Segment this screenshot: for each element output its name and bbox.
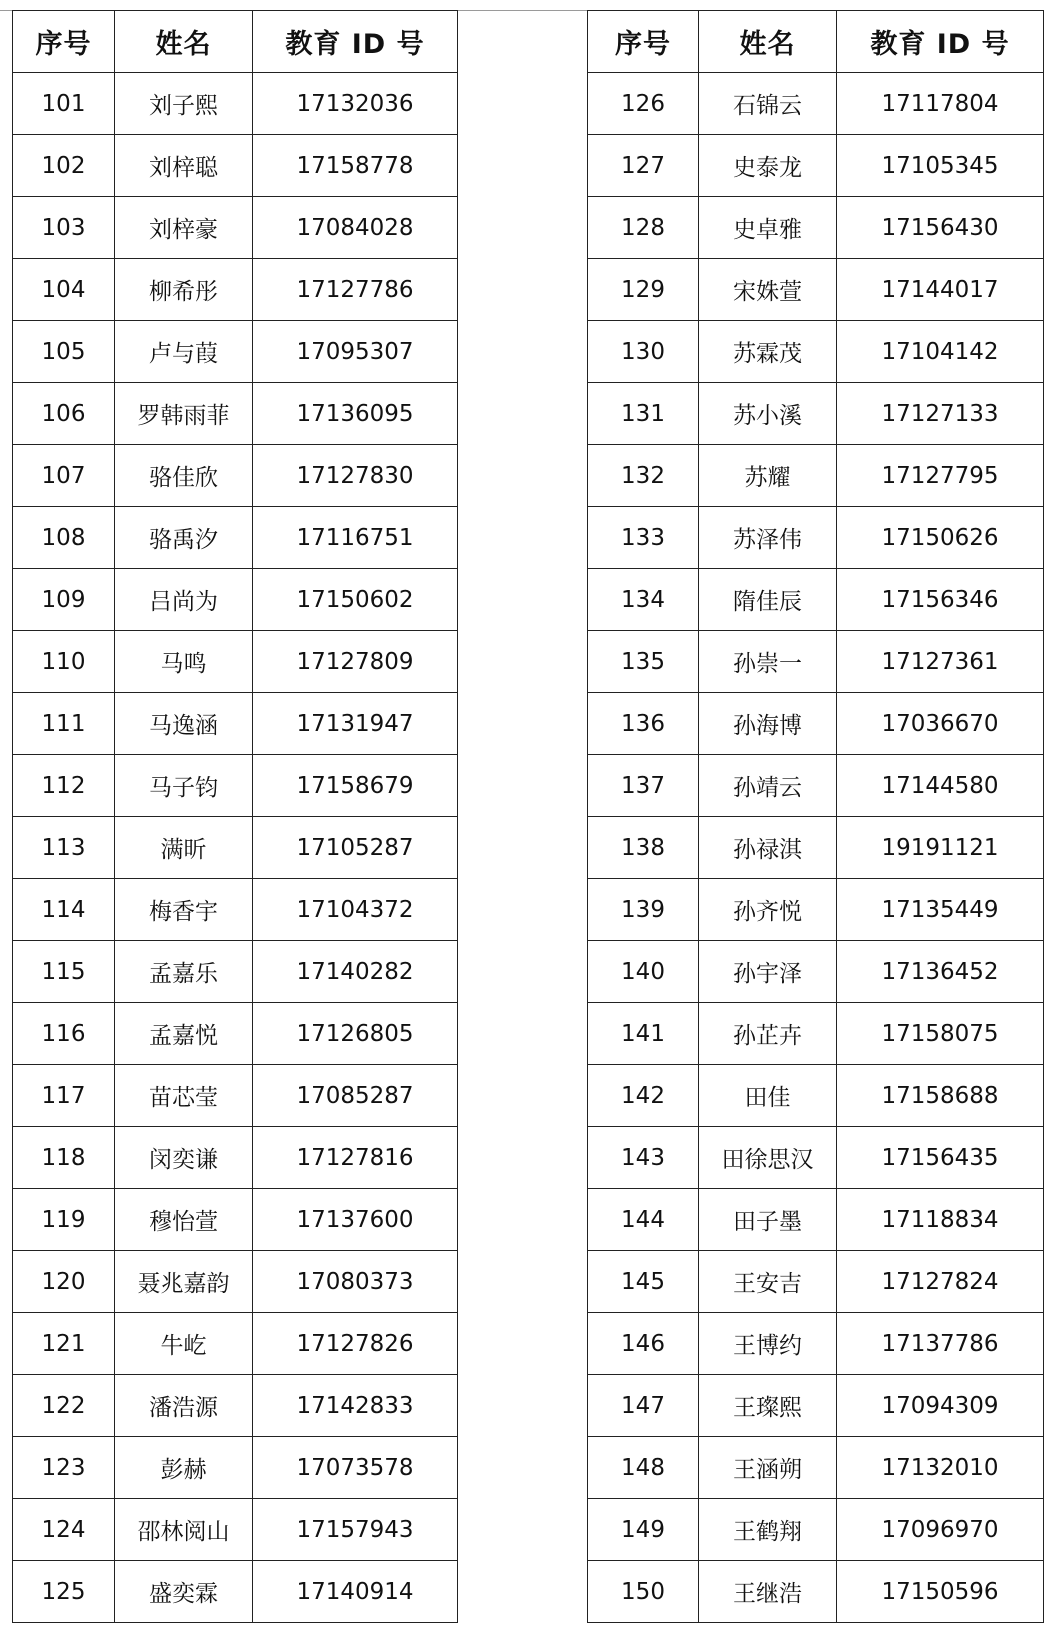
table-row — [588, 631, 1044, 693]
cell-name: 苏耀 — [699, 445, 837, 507]
cell-name: 刘子熙 — [115, 73, 253, 135]
cell-name: 苗芯莹 — [115, 1065, 253, 1127]
cell-seq: 141 — [588, 1003, 699, 1065]
cell-name: 孙宇泽 — [699, 941, 837, 1003]
cell-seq: 127 — [588, 135, 699, 197]
header-edu-id: 教育 ID 号 — [837, 11, 1044, 73]
cell-edu-id: 17136095 — [253, 383, 458, 445]
cell-edu-id: 17116751 — [253, 507, 458, 569]
table-row — [588, 755, 1044, 817]
header-seq: 序号 — [588, 11, 699, 73]
cell-seq: 102 — [13, 135, 115, 197]
roster-table-right — [587, 10, 1044, 1623]
cell-name: 孙芷卉 — [699, 1003, 837, 1065]
header-row — [588, 11, 1044, 73]
cell-seq: 116 — [13, 1003, 115, 1065]
table-row — [588, 73, 1044, 135]
cell-name: 罗韩雨菲 — [115, 383, 253, 445]
cell-seq: 110 — [13, 631, 115, 693]
cell-seq: 146 — [588, 1313, 699, 1375]
roster-body-left — [13, 73, 458, 1623]
cell-seq: 132 — [588, 445, 699, 507]
cell-name: 马鸣 — [115, 631, 253, 693]
cell-name: 聂兆嘉韵 — [115, 1251, 253, 1313]
table-row — [588, 135, 1044, 197]
cell-edu-id: 17144580 — [837, 755, 1044, 817]
table-row — [588, 259, 1044, 321]
cell-name: 孙齐悦 — [699, 879, 837, 941]
table-row — [13, 383, 458, 445]
table-row — [13, 1251, 458, 1313]
cell-seq: 117 — [13, 1065, 115, 1127]
cell-seq: 139 — [588, 879, 699, 941]
cell-name: 石锦云 — [699, 73, 837, 135]
cell-name: 彭赫 — [115, 1437, 253, 1499]
cell-seq: 103 — [13, 197, 115, 259]
table-row — [13, 507, 458, 569]
cell-edu-id: 17127795 — [837, 445, 1044, 507]
cell-seq: 114 — [13, 879, 115, 941]
cell-edu-id: 17158688 — [837, 1065, 1044, 1127]
table-row — [588, 445, 1044, 507]
cell-seq: 130 — [588, 321, 699, 383]
cell-name: 隋佳辰 — [699, 569, 837, 631]
cell-seq: 138 — [588, 817, 699, 879]
cell-name: 梅香宇 — [115, 879, 253, 941]
cell-edu-id: 17136452 — [837, 941, 1044, 1003]
cell-seq: 113 — [13, 817, 115, 879]
table-row — [13, 1375, 458, 1437]
cell-name: 潘浩源 — [115, 1375, 253, 1437]
table-row — [13, 1499, 458, 1561]
cell-seq: 105 — [13, 321, 115, 383]
cell-seq: 145 — [588, 1251, 699, 1313]
roster-body-right — [588, 73, 1044, 1623]
cell-edu-id: 17131947 — [253, 693, 458, 755]
cell-name: 孙海博 — [699, 693, 837, 755]
cell-name: 柳希彤 — [115, 259, 253, 321]
cell-seq: 125 — [13, 1561, 115, 1623]
table-row — [588, 941, 1044, 1003]
cell-edu-id: 17127361 — [837, 631, 1044, 693]
cell-edu-id: 17104142 — [837, 321, 1044, 383]
table-row — [588, 1499, 1044, 1561]
cell-seq: 118 — [13, 1127, 115, 1189]
cell-edu-id: 17158075 — [837, 1003, 1044, 1065]
cell-edu-id: 17127133 — [837, 383, 1044, 445]
cell-edu-id: 17137600 — [253, 1189, 458, 1251]
cell-name: 邵林阅山 — [115, 1499, 253, 1561]
cell-edu-id: 17127830 — [253, 445, 458, 507]
table-row — [13, 1189, 458, 1251]
header-edu-id: 教育 ID 号 — [253, 11, 458, 73]
table-row — [588, 879, 1044, 941]
cell-name: 宋姝萱 — [699, 259, 837, 321]
cell-name: 孙崇一 — [699, 631, 837, 693]
table-row — [13, 755, 458, 817]
cell-name: 王璨熙 — [699, 1375, 837, 1437]
cell-seq: 115 — [13, 941, 115, 1003]
cell-edu-id: 17104372 — [253, 879, 458, 941]
cell-edu-id: 17137786 — [837, 1313, 1044, 1375]
cell-seq: 121 — [13, 1313, 115, 1375]
cell-edu-id: 17142833 — [253, 1375, 458, 1437]
cell-edu-id: 17127816 — [253, 1127, 458, 1189]
table-row — [13, 693, 458, 755]
cell-edu-id: 17036670 — [837, 693, 1044, 755]
header-name: 姓名 — [115, 11, 253, 73]
cell-name: 牛屹 — [115, 1313, 253, 1375]
cell-edu-id: 17127824 — [837, 1251, 1044, 1313]
table-row — [588, 1251, 1044, 1313]
cell-edu-id: 17158679 — [253, 755, 458, 817]
cell-edu-id: 17095307 — [253, 321, 458, 383]
cell-edu-id: 17126805 — [253, 1003, 458, 1065]
cell-edu-id: 17150626 — [837, 507, 1044, 569]
cell-edu-id: 17084028 — [253, 197, 458, 259]
cell-name: 王继浩 — [699, 1561, 837, 1623]
cell-edu-id: 17105345 — [837, 135, 1044, 197]
cell-name: 闵奕谦 — [115, 1127, 253, 1189]
cell-seq: 109 — [13, 569, 115, 631]
cell-edu-id: 17150602 — [253, 569, 458, 631]
cell-name: 苏泽伟 — [699, 507, 837, 569]
cell-name: 王博约 — [699, 1313, 837, 1375]
cell-edu-id: 17085287 — [253, 1065, 458, 1127]
table-row — [588, 1189, 1044, 1251]
cell-edu-id: 17140282 — [253, 941, 458, 1003]
cell-seq: 119 — [13, 1189, 115, 1251]
cell-edu-id: 17105287 — [253, 817, 458, 879]
cell-name: 骆禹汐 — [115, 507, 253, 569]
cell-name: 盛奕霖 — [115, 1561, 253, 1623]
cell-seq: 137 — [588, 755, 699, 817]
cell-name: 苏小溪 — [699, 383, 837, 445]
cell-name: 刘梓豪 — [115, 197, 253, 259]
cell-seq: 106 — [13, 383, 115, 445]
cell-seq: 108 — [13, 507, 115, 569]
cell-edu-id: 17118834 — [837, 1189, 1044, 1251]
cell-edu-id: 17127826 — [253, 1313, 458, 1375]
cell-edu-id: 17117804 — [837, 73, 1044, 135]
cell-name: 马子钧 — [115, 755, 253, 817]
table-row — [588, 1375, 1044, 1437]
table-row — [588, 1437, 1044, 1499]
cell-name: 孙靖云 — [699, 755, 837, 817]
header-seq: 序号 — [13, 11, 115, 73]
cell-name: 骆佳欣 — [115, 445, 253, 507]
cell-seq: 149 — [588, 1499, 699, 1561]
cell-edu-id: 17140914 — [253, 1561, 458, 1623]
cell-name: 史泰龙 — [699, 135, 837, 197]
cell-seq: 124 — [13, 1499, 115, 1561]
cell-edu-id: 17156346 — [837, 569, 1044, 631]
cell-edu-id: 17127809 — [253, 631, 458, 693]
table-row — [13, 879, 458, 941]
roster-table-left — [12, 10, 458, 1623]
cell-seq: 143 — [588, 1127, 699, 1189]
table-row — [13, 1003, 458, 1065]
cell-name: 王安吉 — [699, 1251, 837, 1313]
table-row — [13, 1437, 458, 1499]
table-row — [588, 1065, 1044, 1127]
table-row — [13, 197, 458, 259]
table-row — [588, 693, 1044, 755]
cell-seq: 122 — [13, 1375, 115, 1437]
cell-name: 孙禄淇 — [699, 817, 837, 879]
cell-seq: 142 — [588, 1065, 699, 1127]
cell-edu-id: 17135449 — [837, 879, 1044, 941]
table-row — [13, 445, 458, 507]
table-row — [588, 321, 1044, 383]
cell-edu-id: 17150596 — [837, 1561, 1044, 1623]
table-row — [588, 1313, 1044, 1375]
cell-edu-id: 17094309 — [837, 1375, 1044, 1437]
cell-seq: 135 — [588, 631, 699, 693]
cell-edu-id: 17080373 — [253, 1251, 458, 1313]
cell-seq: 112 — [13, 755, 115, 817]
table-row — [13, 1127, 458, 1189]
cell-edu-id: 17132010 — [837, 1437, 1044, 1499]
table-row — [13, 73, 458, 135]
cell-name: 苏霖茂 — [699, 321, 837, 383]
table-row — [588, 817, 1044, 879]
table-row — [13, 1561, 458, 1623]
cell-seq: 126 — [588, 73, 699, 135]
cell-seq: 131 — [588, 383, 699, 445]
cell-name: 王鹤翔 — [699, 1499, 837, 1561]
cell-name: 卢与葭 — [115, 321, 253, 383]
table-row — [588, 1003, 1044, 1065]
table-row — [13, 631, 458, 693]
cell-name: 刘梓聪 — [115, 135, 253, 197]
cell-edu-id: 17132036 — [253, 73, 458, 135]
cell-seq: 120 — [13, 1251, 115, 1313]
cell-seq: 123 — [13, 1437, 115, 1499]
cell-seq: 148 — [588, 1437, 699, 1499]
table-row — [13, 941, 458, 1003]
cell-name: 史卓雅 — [699, 197, 837, 259]
cell-name: 吕尚为 — [115, 569, 253, 631]
table-row — [588, 569, 1044, 631]
cell-edu-id: 19191121 — [837, 817, 1044, 879]
cell-edu-id: 17144017 — [837, 259, 1044, 321]
cell-seq: 140 — [588, 941, 699, 1003]
table-row — [588, 507, 1044, 569]
cell-seq: 101 — [13, 73, 115, 135]
cell-name: 王涵朔 — [699, 1437, 837, 1499]
cell-name: 田徐思汉 — [699, 1127, 837, 1189]
cell-edu-id: 17127786 — [253, 259, 458, 321]
table-row — [13, 135, 458, 197]
cell-name: 田佳 — [699, 1065, 837, 1127]
table-row — [13, 259, 458, 321]
cell-edu-id: 17073578 — [253, 1437, 458, 1499]
cell-edu-id: 17156430 — [837, 197, 1044, 259]
cell-seq: 129 — [588, 259, 699, 321]
table-row — [13, 321, 458, 383]
cell-seq: 128 — [588, 197, 699, 259]
cell-seq: 134 — [588, 569, 699, 631]
table-row — [588, 1127, 1044, 1189]
table-row — [13, 1313, 458, 1375]
table-row — [588, 1561, 1044, 1623]
table-row — [13, 569, 458, 631]
cell-edu-id: 17156435 — [837, 1127, 1044, 1189]
cell-seq: 104 — [13, 259, 115, 321]
cell-seq: 147 — [588, 1375, 699, 1437]
header-name: 姓名 — [699, 11, 837, 73]
cell-name: 马逸涵 — [115, 693, 253, 755]
cell-edu-id: 17158778 — [253, 135, 458, 197]
header-row — [13, 11, 458, 73]
cell-edu-id: 17157943 — [253, 1499, 458, 1561]
cell-seq: 107 — [13, 445, 115, 507]
cell-seq: 144 — [588, 1189, 699, 1251]
cell-name: 田子墨 — [699, 1189, 837, 1251]
cell-edu-id: 17096970 — [837, 1499, 1044, 1561]
cell-seq: 111 — [13, 693, 115, 755]
cell-name: 满昕 — [115, 817, 253, 879]
cell-name: 穆怡萱 — [115, 1189, 253, 1251]
table-row — [13, 1065, 458, 1127]
cell-name: 孟嘉悦 — [115, 1003, 253, 1065]
cell-seq: 136 — [588, 693, 699, 755]
table-row — [588, 197, 1044, 259]
table-row — [588, 383, 1044, 445]
cell-seq: 133 — [588, 507, 699, 569]
cell-name: 孟嘉乐 — [115, 941, 253, 1003]
cell-seq: 150 — [588, 1561, 699, 1623]
table-row — [13, 817, 458, 879]
